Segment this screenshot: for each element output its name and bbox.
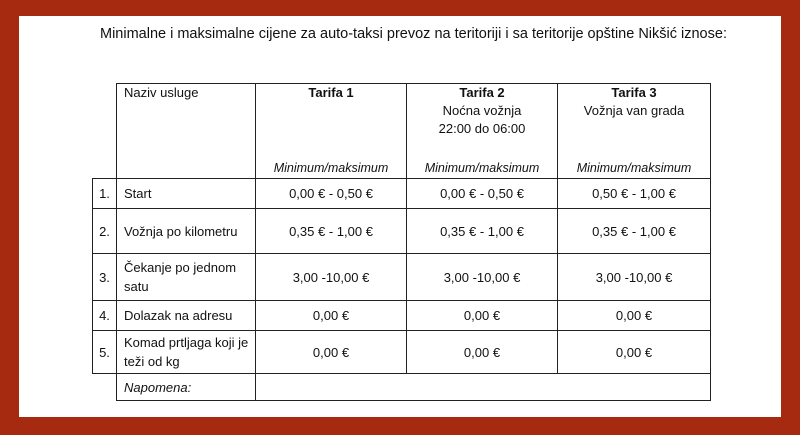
note-value: [256, 374, 711, 401]
tariff-3-title: Tarifa 3: [611, 85, 657, 100]
service-name: Start: [117, 179, 256, 209]
document-page: [19, 16, 781, 417]
tariff-2-minmax: Minimum/maksimum: [424, 161, 540, 175]
note-row: [93, 374, 711, 401]
tariff-2-subtitle: Noćna vožnja: [442, 103, 522, 118]
tariff-1-title: Tarifa 1: [308, 85, 354, 100]
table-row: [93, 301, 711, 331]
tariff-2-value: 0,35 € - 1,00 €: [407, 209, 558, 254]
service-name: Komad prtljaga koji je teži od kg: [117, 331, 256, 374]
tariff-1-value: 0,00 €: [256, 301, 407, 331]
tariff-1-value: 0,35 € - 1,00 €: [256, 209, 407, 254]
tariff-2-value: 3,00 -10,00 €: [407, 254, 558, 301]
service-name: Čekanje po jednom satu: [117, 254, 256, 301]
note-blank-cell: [93, 374, 117, 401]
tariff-1-header: [256, 84, 407, 179]
tariff-2-value: 0,00 € - 0,50 €: [407, 179, 558, 209]
row-number: 1.: [93, 179, 117, 209]
service-name: Dolazak na adresu: [117, 301, 256, 331]
table-row: [93, 209, 711, 254]
tariff-table: [92, 83, 711, 401]
tariff-2-hours: 22:00 do 06:00: [438, 121, 526, 136]
tariff-1-value: 0,00 €: [256, 331, 407, 374]
header-blank-cell: [93, 84, 117, 179]
table-row: [93, 179, 711, 209]
header-row: [93, 84, 711, 179]
tariff-3-value: 0,00 €: [558, 331, 711, 374]
row-number: 5.: [93, 331, 117, 374]
tariff-3-subtitle: Vožnja van grada: [583, 103, 685, 118]
service-header: Naziv usluge: [117, 84, 256, 179]
tariff-3-value: 0,50 € - 1,00 €: [558, 179, 711, 209]
tariff-1-value: 0,00 € - 0,50 €: [256, 179, 407, 209]
service-name: Vožnja po kilometru: [117, 209, 256, 254]
tariff-1-minmax: Minimum/maksimum: [273, 161, 389, 175]
row-number: 4.: [93, 301, 117, 331]
tariff-2-title: Tarifa 2: [459, 85, 505, 100]
tariff-2-header: [407, 84, 558, 179]
tariff-3-header: [558, 84, 711, 179]
intro-text: Minimalne i maksimalne cijene za auto-taksi prevoz na teritoriji i sa teritorije opštine Nikšić iznose:: [100, 26, 727, 42]
table-row: [93, 254, 711, 301]
tariff-3-value: 0,35 € - 1,00 €: [558, 209, 711, 254]
tariff-3-value: 0,00 €: [558, 301, 711, 331]
tariff-1-value: 3,00 -10,00 €: [256, 254, 407, 301]
table-row: [93, 331, 711, 374]
tariff-2-value: 0,00 €: [407, 331, 558, 374]
note-label: Napomena:: [117, 374, 256, 401]
row-number: 2.: [93, 209, 117, 254]
row-number: 3.: [93, 254, 117, 301]
tariff-3-minmax: Minimum/maksimum: [576, 161, 692, 175]
tariff-3-value: 3,00 -10,00 €: [558, 254, 711, 301]
tariff-2-value: 0,00 €: [407, 301, 558, 331]
